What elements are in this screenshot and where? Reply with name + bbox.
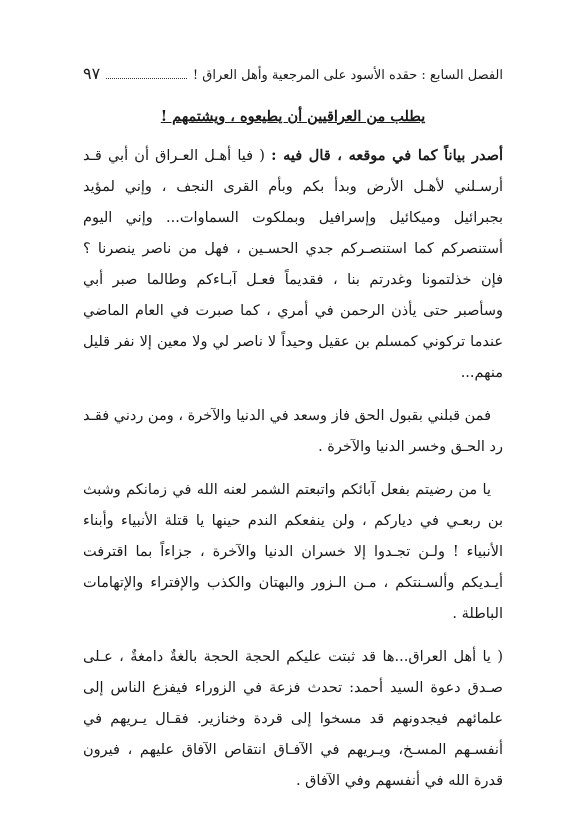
header-dot-leader (106, 68, 187, 79)
paragraph-text: فمن قبلني بقبول الحق فاز وسعد في الدنيا والآخرة ، ومن ردني فقـد رد الحـق وخسر الدنيا والآخرة . (83, 408, 503, 455)
paragraph-lead: أصدر بياناً كما في موقعه ، قال فيه : (271, 147, 503, 164)
paragraph-4 (83, 642, 503, 797)
section-heading: يطلب من العراقيين أن يطيعوه ، ويشتمهم ! (160, 108, 426, 125)
paragraph-text: يا من رضيتم بفعل آبائكم واتبعتم الشمر لعنه الله في زمانكم وشبث بن ربعـي في دياركم ، ولن ينفعكم الندم حينها يا قتلة الأنبياء وأبناء الأنبياء ! ولـن تجـدوا إلا خسران الدنيا والآخرة ، جزاءاً بما اقترفت أيـديكم وألسـنتكم ، مـن الـزور والبهتان والكذب والإفتراء والإتهامات الباطلة . (83, 482, 503, 622)
paragraph-text: ( يا أهل العراق...ها قد ثبتت عليكم الحجة الحجة بالغةٌ دامغةٌ ، عـلى صـدق دعوة السيد أحمد: تحدث فزعة في الزوراء فيفزع الناس إلى علمائهم فيجدونهم قد مسخوا إلى قردة وخنازير. فقـال يـريهم في أنفسـهم المسـخ، ويـريهم في الآفـاق انتقاص الآفاق عليهم ، فيرون قدرة الله في أنفسهم وفي الآفاق . (83, 649, 503, 789)
chapter-title: الفصل السابع : حقده الأسود على المرجعية وأهل العراق ! (192, 68, 503, 83)
paragraph-text: ( فيا أهـل العـراق أن أبي قـد أرسـلني لأهـل الأرض وبدأ بكم وبأم القرى النجف ، وإني لمؤيد بجبرائيل وميكائيل وإسرافيل وبملكوت السماوات... وإني اليوم أستنصركم كما استنصـركم جدي الحسـين ، فهل من ناصر ينصرنا ؟ فإن خذلتمونا وغدرتم بنا ، فقديماً فعـل آبـاءكم وطالما صبر أبي وسأصبر حتى يأذن الرحمن في أمري ، كما صبرت في العام الماضي عندما تركوني كمسلم بن عقيل وحيداً لا ناصر لي ولا معين إلا نفر قليل منهم... (83, 148, 503, 381)
running-header (83, 64, 503, 83)
paragraph-2 (83, 401, 503, 463)
paragraph-1 (83, 140, 503, 389)
paragraph-3 (83, 475, 503, 630)
body-text (83, 140, 503, 809)
page-number: ٩٧ (83, 64, 101, 83)
